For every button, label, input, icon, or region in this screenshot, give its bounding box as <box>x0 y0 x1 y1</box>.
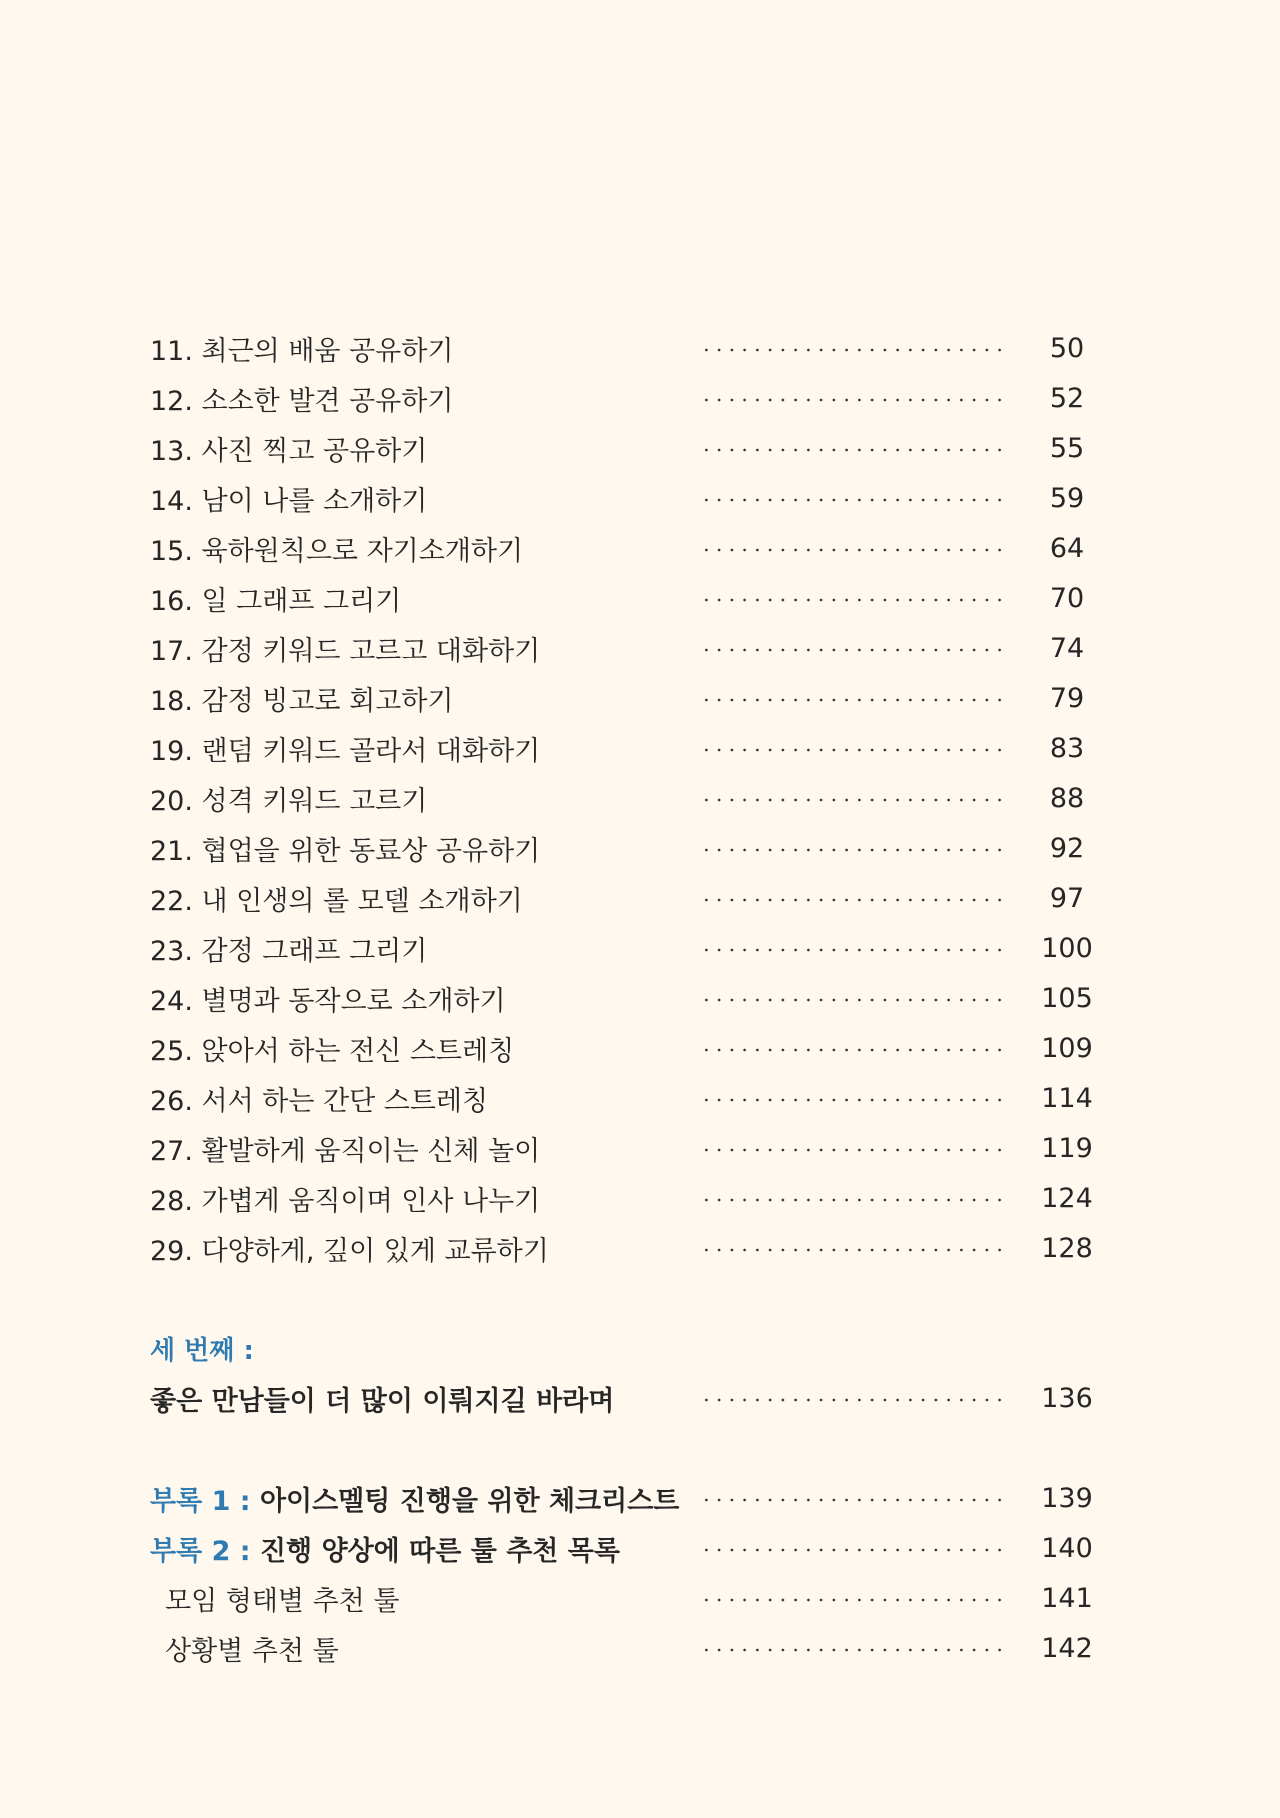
entry-title: 12. 소소한 발견 공유하기 <box>150 385 454 417</box>
dot-leader <box>700 748 1006 752</box>
entry-page: 83 <box>1049 732 1085 764</box>
sub-entry[interactable] <box>150 1623 1130 1673</box>
entry-page: 105 <box>1041 982 1093 1014</box>
dot-leader <box>700 948 1006 952</box>
dot-leader <box>700 898 1006 902</box>
entry-page: 124 <box>1041 1182 1093 1214</box>
dot-leader <box>700 498 1006 502</box>
dot-leader <box>700 798 1006 802</box>
dot-leader <box>700 1248 1006 1252</box>
toc-entry[interactable] <box>150 573 1130 623</box>
appendix-page: 139 <box>1041 1482 1093 1514</box>
entry-page: 128 <box>1041 1232 1093 1264</box>
sub-entry-page: 141 <box>1041 1582 1093 1614</box>
dot-leader <box>700 548 1006 552</box>
entry-page: 74 <box>1049 632 1085 664</box>
entry-title: 11. 최근의 배움 공유하기 <box>150 335 454 367</box>
section-entry[interactable] <box>150 1373 1130 1423</box>
dot-leader <box>700 1648 1006 1652</box>
toc-entry[interactable] <box>150 973 1130 1023</box>
appendix-title: 진행 양상에 따른 툴 추천 목록 <box>259 1535 620 1567</box>
toc-entry[interactable] <box>150 1173 1130 1223</box>
table-of-contents <box>150 323 1130 1673</box>
section-page: 136 <box>1041 1382 1093 1414</box>
toc-entry[interactable] <box>150 1123 1130 1173</box>
toc-entry[interactable] <box>150 373 1130 423</box>
toc-entry[interactable] <box>150 323 1130 373</box>
entry-page: 59 <box>1049 482 1085 514</box>
dot-leader <box>700 848 1006 852</box>
entry-page: 55 <box>1049 432 1085 464</box>
entry-page: 88 <box>1049 782 1085 814</box>
entry-title: 27. 활발하게 움직이는 신체 놀이 <box>150 1135 541 1167</box>
toc-entry[interactable] <box>150 1023 1130 1073</box>
toc-entry[interactable] <box>150 673 1130 723</box>
toc-entry[interactable] <box>150 523 1130 573</box>
entry-title: 24. 별명과 동작으로 소개하기 <box>150 985 506 1017</box>
dot-leader <box>700 398 1006 402</box>
appendix-label: 부록 2 : <box>150 1535 260 1567</box>
dot-leader <box>700 1048 1006 1052</box>
toc-entry[interactable] <box>150 1223 1130 1273</box>
entry-page: 52 <box>1049 382 1085 414</box>
entry-title: 18. 감정 빙고로 회고하기 <box>150 685 454 717</box>
entry-title: 25. 앉아서 하는 전신 스트레칭 <box>150 1035 515 1067</box>
entry-page: 114 <box>1041 1082 1093 1114</box>
appendix-title-wrap <box>150 1479 679 1518</box>
spacer <box>150 1273 1130 1323</box>
entry-title: 26. 서서 하는 간단 스트레칭 <box>150 1085 489 1117</box>
spacer <box>150 1423 1130 1473</box>
dot-leader <box>700 998 1006 1002</box>
appendix-page: 140 <box>1041 1532 1093 1564</box>
entry-page: 64 <box>1049 532 1085 564</box>
toc-entry[interactable] <box>150 723 1130 773</box>
entry-page: 97 <box>1049 882 1085 914</box>
entry-title: 21. 협업을 위한 동료상 공유하기 <box>150 835 541 867</box>
entry-title: 23. 감정 그래프 그리기 <box>150 935 428 967</box>
section-title: 좋은 만남들이 더 많이 이뤄지길 바라며 <box>150 1385 615 1417</box>
entry-title: 22. 내 인생의 롤 모델 소개하기 <box>150 885 523 917</box>
toc-entry[interactable] <box>150 423 1130 473</box>
entry-title: 14. 남이 나를 소개하기 <box>150 485 428 517</box>
entry-page: 70 <box>1049 582 1085 614</box>
toc-entry[interactable] <box>150 623 1130 673</box>
entry-page: 109 <box>1041 1032 1093 1064</box>
toc-entry[interactable] <box>150 773 1130 823</box>
dot-leader <box>700 1148 1006 1152</box>
appendix-entry[interactable] <box>150 1523 1130 1573</box>
section-label: 세 번째 : <box>150 1335 254 1366</box>
entry-page: 100 <box>1041 932 1093 964</box>
dot-leader <box>700 598 1006 602</box>
appendix-title: 아이스멜팅 진행을 위한 체크리스트 <box>259 1485 680 1517</box>
toc-entry[interactable] <box>150 473 1130 523</box>
entry-title: 15. 육하원칙으로 자기소개하기 <box>150 535 524 567</box>
entry-title: 19. 랜덤 키워드 골라서 대화하기 <box>150 735 541 767</box>
toc-entry[interactable] <box>150 923 1130 973</box>
entry-title: 29. 다양하게, 깊이 있게 교류하기 <box>150 1235 549 1267</box>
entry-page: 92 <box>1049 832 1085 864</box>
dot-leader <box>700 1598 1006 1602</box>
entry-title: 20. 성격 키워드 고르기 <box>150 785 428 817</box>
chapter-entries <box>150 323 1130 1273</box>
entry-title: 13. 사진 찍고 공유하기 <box>150 435 428 467</box>
appendix-title-wrap <box>150 1529 620 1568</box>
sub-entry[interactable] <box>150 1573 1130 1623</box>
toc-entry[interactable] <box>150 823 1130 873</box>
dot-leader <box>700 648 1006 652</box>
entry-page: 50 <box>1049 332 1085 364</box>
dot-leader <box>700 698 1006 702</box>
dot-leader <box>700 448 1006 452</box>
toc-entry[interactable] <box>150 1073 1130 1123</box>
dot-leader <box>700 1498 1006 1502</box>
entry-page: 79 <box>1049 682 1085 714</box>
entry-title: 17. 감정 키워드 고르고 대화하기 <box>150 635 541 667</box>
entry-page: 119 <box>1041 1132 1093 1164</box>
entry-title: 28. 가볍게 움직이며 인사 나누기 <box>150 1185 541 1217</box>
sub-entry-title: 모임 형태별 추천 툴 <box>165 1585 400 1617</box>
dot-leader <box>700 1198 1006 1202</box>
appendix-entry[interactable] <box>150 1473 1130 1523</box>
toc-entry[interactable] <box>150 873 1130 923</box>
dot-leader <box>700 1548 1006 1552</box>
entry-title: 16. 일 그래프 그리기 <box>150 585 402 617</box>
dot-leader <box>700 1398 1006 1402</box>
sub-entry-title: 상황별 추천 툴 <box>165 1635 339 1667</box>
appendix-label: 부록 1 : <box>150 1485 260 1517</box>
sub-entry-page: 142 <box>1041 1632 1093 1664</box>
dot-leader <box>700 1098 1006 1102</box>
dot-leader <box>700 348 1006 352</box>
